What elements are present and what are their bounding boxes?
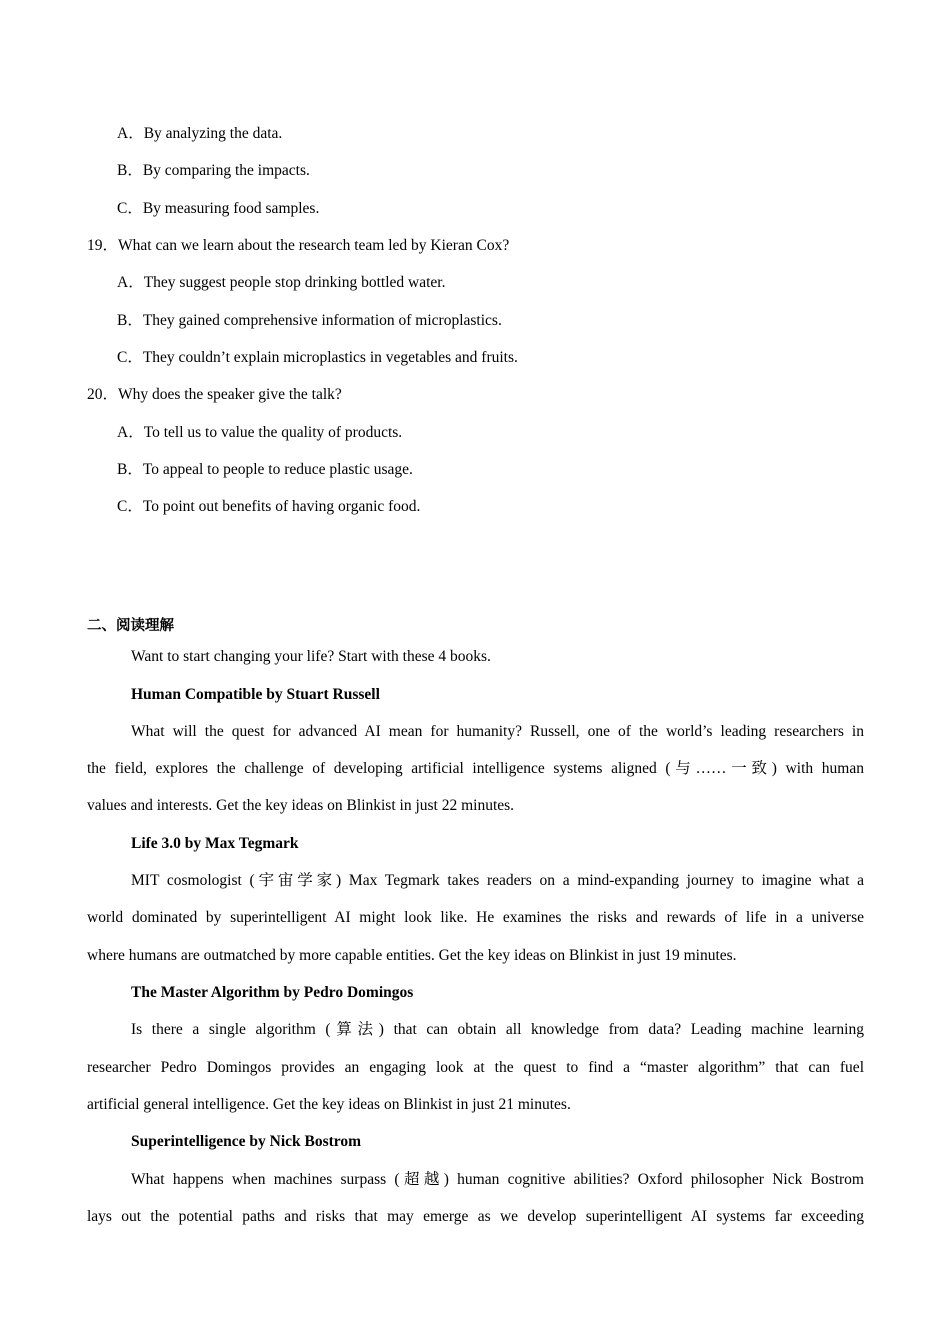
book-title-4: Superintelligence by Nick Bostrom [131,1133,362,1150]
book-3-line-3: artificial general intelligence. Get the key ideas on Blinkist in just 21 minutes. [87,1096,571,1113]
book-title-3: The Master Algorithm by Pedro Domingos [131,984,414,1001]
book-1-line-2: the field, explores the challenge of developing artificial intelligence systems aligned (与……一致) with human [87,760,864,777]
book-3-line-2: researcher Pedro Domingos provides an engaging look at the quest to find a “master algorithm” that can fuel [87,1059,864,1076]
q19-option-b: B．They gained comprehensive information of microplastics. [117,312,502,329]
q20-stem: 20．Why does the speaker give the talk? [87,386,342,403]
book-3-line-1: Is there a single algorithm (算法) that can obtain all knowledge from data? Leading machine learning [131,1021,864,1038]
q18-option-b: B．By comparing the impacts. [117,162,310,179]
section-title: 二、阅读理解 [87,618,174,634]
q18-option-a: A．By analyzing the data. [117,125,283,142]
book-2-line-2: world dominated by superintelligent AI might look like. He examines the risks and rewards of life in a universe [87,909,864,926]
q19-option-a: A．They suggest people stop drinking bottled water. [117,274,446,291]
q20-option-c: C．To point out benefits of having organic food. [117,498,421,515]
q20-option-b: B．To appeal to people to reduce plastic usage. [117,461,413,478]
book-2-line-3: where humans are outmatched by more capable entities. Get the key ideas on Blinkist in just 19 minutes. [87,947,737,964]
book-4-line-1: What happens when machines surpass (超越) human cognitive abilities? Oxford philosopher Nick Bostrom [131,1171,864,1188]
book-4-line-2: lays out the potential paths and risks that may emerge as we develop superintelligent AI systems far exceeding [87,1208,864,1225]
q19-stem: 19．What can we learn about the research team led by Kieran Cox? [87,237,510,254]
book-1-line-3: values and interests. Get the key ideas on Blinkist in just 22 minutes. [87,797,515,814]
book-2-line-1: MIT cosmologist (宇宙学家) Max Tegmark takes readers on a mind-expanding journey to imagine what a [131,872,864,889]
q20-option-a: A．To tell us to value the quality of products. [117,424,403,441]
book-title-2: Life 3.0 by Max Tegmark [131,835,299,852]
intro-text: Want to start changing your life? Start with these 4 books. [131,648,491,665]
book-title-1: Human Compatible by Stuart Russell [131,686,380,703]
q18-option-c: C．By measuring food samples. [117,200,320,217]
book-1-line-1: What will the quest for advanced AI mean for humanity? Russell, one of the world’s leading researchers in [131,723,864,740]
q19-option-c: C．They couldn’t explain microplastics in vegetables and fruits. [117,349,518,366]
